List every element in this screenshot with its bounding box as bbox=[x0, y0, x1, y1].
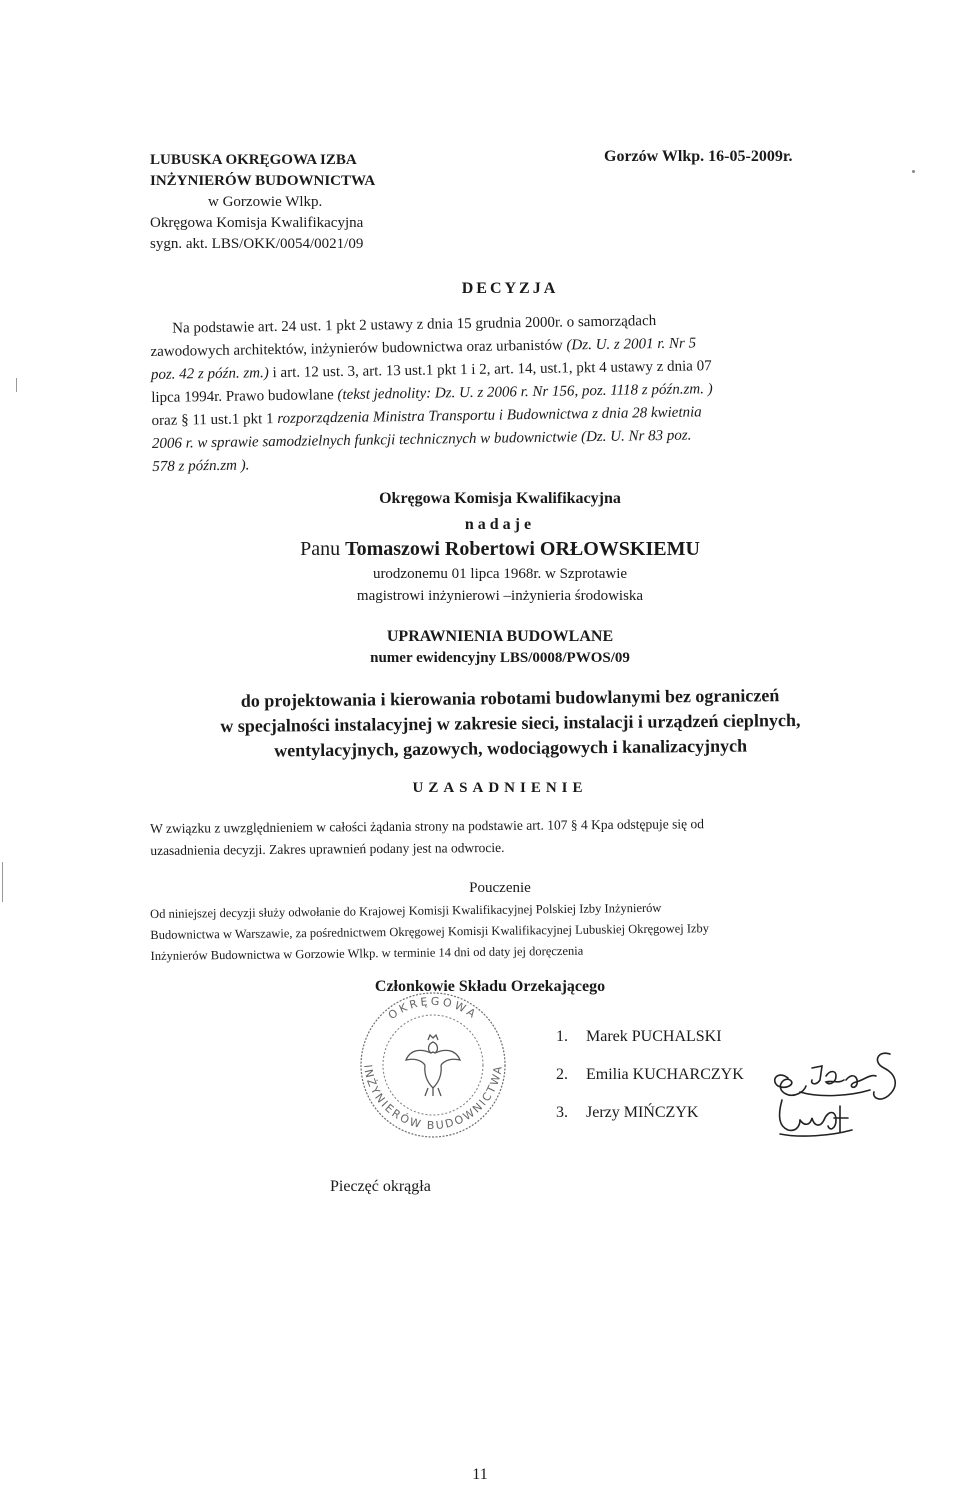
member-name: Jerzy MIŃCZYK bbox=[586, 1104, 699, 1121]
issuer-chamber-line2: INŻYNIERÓW BUDOWNICTWA bbox=[150, 173, 376, 189]
recipient-degree: magistrowi inżynierowi –inżynieria środowiska bbox=[356, 588, 644, 604]
member-row bbox=[556, 1018, 744, 1056]
scope-line: wentylacyjnych, gazowych, wodociągowych i kanalizacyjnych bbox=[274, 735, 748, 761]
signature-minczyk bbox=[770, 1090, 860, 1140]
grant-verb: nadaje bbox=[464, 516, 536, 533]
legal-citation: poz. 42 z późn. zm.) bbox=[150, 365, 269, 383]
legal-text: lipca 1994r. Prawo budowlane bbox=[151, 387, 338, 406]
case-reference: sygn. akt. LBS/OKK/0054/0021/09 bbox=[150, 236, 364, 252]
member-number: 1. bbox=[556, 1028, 568, 1045]
legal-basis bbox=[150, 307, 872, 479]
justification-line: uzasadnienia decyzji. Zakres uprawnień podany jest na odwrocie. bbox=[150, 839, 505, 858]
page-number: 11 bbox=[472, 1466, 488, 1483]
stamp-inner-ring bbox=[383, 1015, 483, 1115]
permit-title: UPRAWNIENIA BUDOWLANE bbox=[386, 628, 614, 645]
legal-text: zawodowych architektów, inżynierów budownictwa oraz urbanistów bbox=[150, 337, 567, 360]
panel-title: Członkowie Składu Orzekającego bbox=[374, 978, 606, 995]
member-name: Marek PUCHALSKI bbox=[586, 1028, 722, 1045]
recipient-birth: urodzonemu 01 lipca 1968r. w Szprotawie bbox=[372, 566, 628, 582]
legal-citation: (tekst jednolity: Dz. U. z 2006 r. Nr 156, poz. 1118 z późn.zm. ) bbox=[337, 381, 713, 404]
stamp-text-top: OKRĘGOWA bbox=[385, 994, 481, 1023]
permit-scope bbox=[130, 682, 891, 765]
stamp-label: Pieczęć okrągła bbox=[330, 1178, 431, 1195]
member-number: 2. bbox=[556, 1066, 568, 1083]
scan-speck bbox=[912, 170, 915, 173]
issuer-committee: Okręgowa Komisja Kwalifikacyjna bbox=[150, 215, 364, 231]
permit-number: numer ewidencyjny LBS/0008/PWOS/09 bbox=[370, 650, 630, 666]
instruction-line: Od niniejszej decyzji służy odwołanie do Krajowej Komisji Kwalifikacyjnej Polskiej Izby Inżynierów bbox=[150, 900, 662, 921]
legal-line: Na podstawie art. 24 ust. 1 pkt 2 ustawy z dnia 15 grudnia 2000r. o samorządach bbox=[172, 313, 657, 337]
member-number: 3. bbox=[556, 1104, 568, 1121]
legal-text: i art. 12 ust. 3, art. 13 ust.1 pkt 1 i 2, art. 14, ust.1, pkt 4 ustawy z dnia 07 bbox=[268, 358, 712, 382]
instruction-line: Budownictwa w Warszawie, za pośrednictwem Okręgowej Komisji Kwalifikacyjnej Lubuskiej Okręgowej Izby bbox=[150, 921, 710, 942]
recipient-surname: ORŁOWSKIEMU bbox=[539, 538, 700, 560]
granting-committee: Okręgowa Komisja Kwalifikacyjna bbox=[379, 490, 621, 507]
issuer-city: w Gorzowie Wlkp. bbox=[208, 194, 323, 210]
document-date: Gorzów Wlkp. 16-05-2009r. bbox=[604, 148, 793, 165]
scan-edge-mark bbox=[16, 378, 17, 392]
instruction-line: Inżynierów Budownictwa w Gorzowie Wlkp. w terminie 14 dni od daty jej doręczenia bbox=[150, 943, 584, 963]
justification-title: UZASADNIENIE bbox=[412, 780, 588, 796]
round-stamp bbox=[328, 990, 538, 1140]
justification-body bbox=[150, 812, 890, 862]
member-row bbox=[556, 1094, 744, 1132]
issuer-block bbox=[150, 150, 375, 255]
panel-members bbox=[556, 1018, 744, 1132]
instruction-title: Pouczenie bbox=[469, 880, 531, 896]
justification-line: W związku z uwzględnieniem w całości żądania strony na podstawie art. 107 § 4 Kpa odstępuje się od bbox=[150, 816, 704, 836]
issuer-chamber: LUBUSKA OKRĘGOWA IZBA bbox=[150, 152, 357, 168]
recipient-first-names: Tomaszowi Robertowi bbox=[345, 538, 540, 560]
member-name: Emilia KUCHARCZYK bbox=[586, 1066, 744, 1083]
legal-citation: rozporządzenia Ministra Transportu i Budownictwa z dnia 28 kwietnia bbox=[277, 404, 702, 428]
eagle-emblem-icon bbox=[406, 1035, 460, 1096]
legal-line: 578 z późn.zm ). bbox=[152, 457, 250, 475]
document-title: DECYZJA bbox=[461, 280, 559, 297]
instruction-body bbox=[150, 895, 891, 967]
stamp-text-bottom: INŻYNIERÓW BUDOWNICTWA bbox=[361, 1063, 505, 1133]
recipient-name bbox=[0, 538, 960, 561]
legal-line: 2006 r. w sprawie samodzielnych funkcji technicznych w budownictwie (Dz. U. Nr 83 poz. bbox=[151, 427, 692, 452]
legal-citation: (Dz. U. z 2001 r. Nr 5 bbox=[566, 335, 697, 354]
scope-line: w specjalności instalacyjnej w zakresie sieci, instalacji i urządzeń cieplnych, bbox=[220, 709, 801, 737]
member-row bbox=[556, 1056, 744, 1094]
legal-text: oraz § 11 ust.1 pkt 1 bbox=[151, 411, 278, 429]
scope-line: do projektowania i kierowania robotami budowlanymi bez ograniczeń bbox=[240, 685, 780, 711]
salutation: Panu bbox=[300, 538, 346, 560]
